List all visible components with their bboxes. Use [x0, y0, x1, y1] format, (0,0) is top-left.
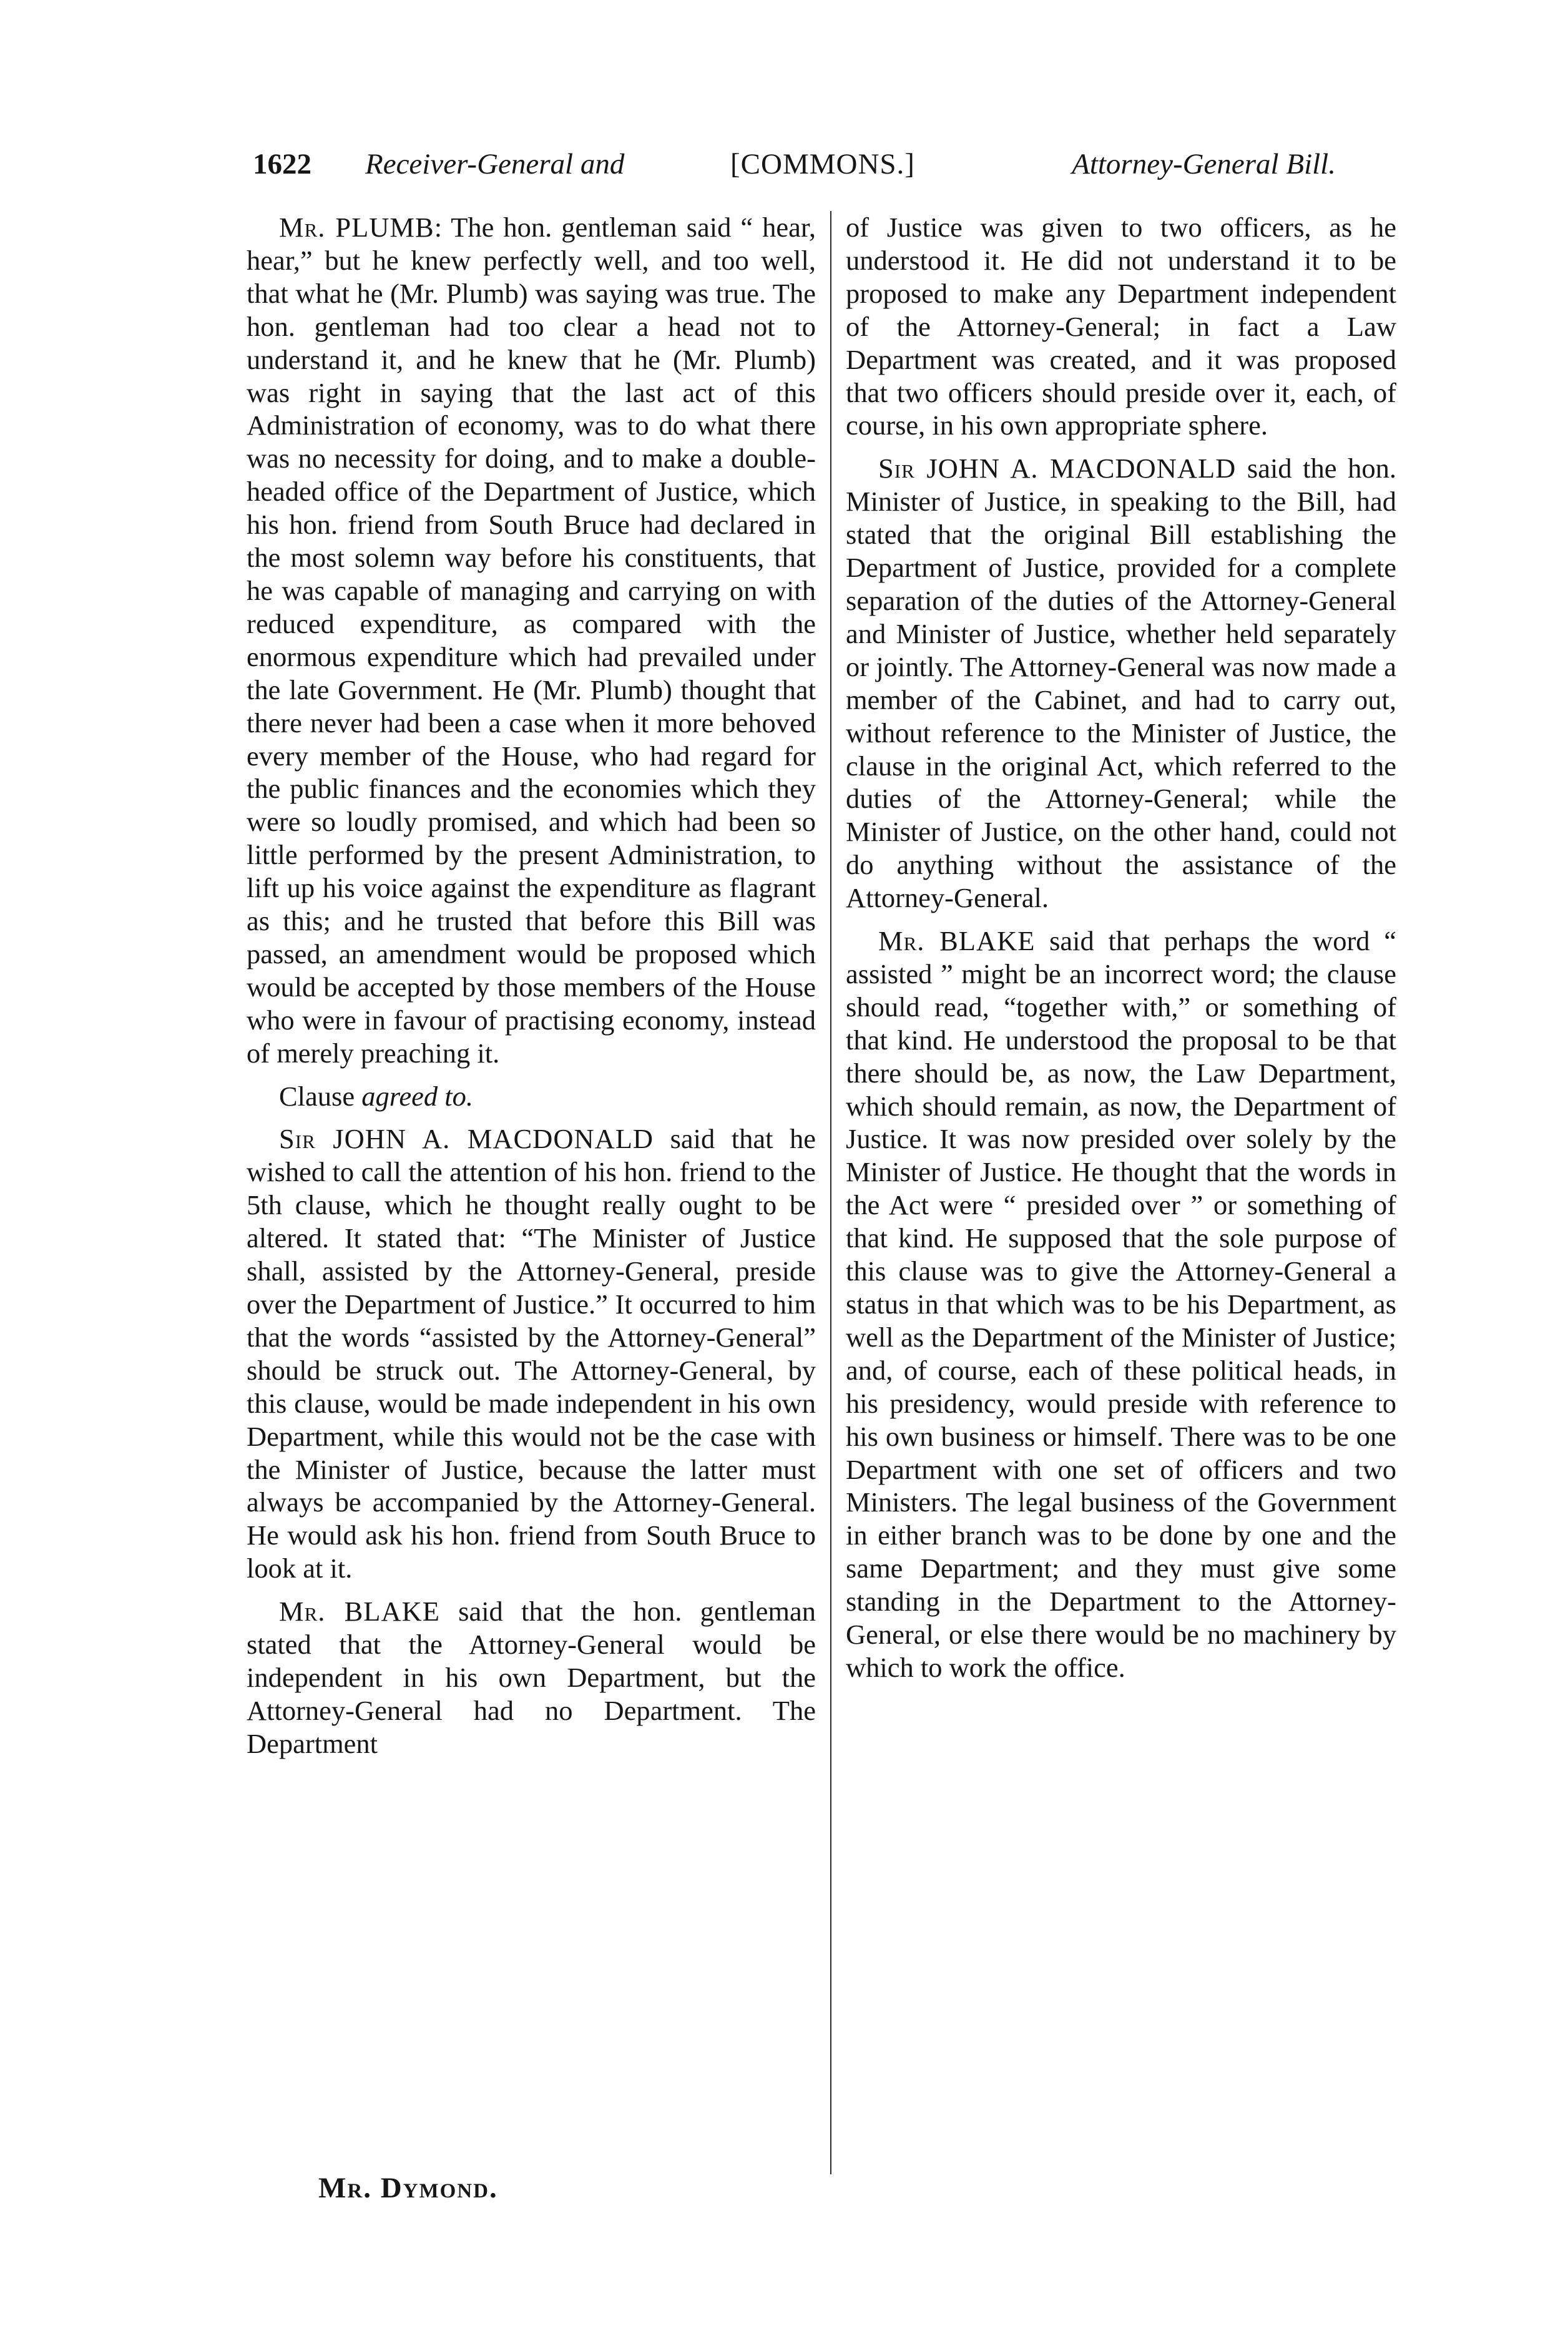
- speech-text: of Justice was given to two officers, as he understood it. He did not understand it to be proposed to make any Department independent of the Attorney-General; in fact a Law Department was created, and it was proposed that two officers should preside over it, each, of course, in his own appropriate sphere.: [846, 212, 1396, 441]
- speech-paragraph: [247, 211, 816, 1070]
- speaker-name: Mr. BLAKE: [279, 1596, 440, 1627]
- motion-prefix: Clause: [279, 1080, 362, 1112]
- speech-text: said that perhaps the word “ assisted ” might be an incorrect word; the clause should read, “together with,” or something of that kind. He understood the proposal to be that there should be, as now, the Law Department, which should remain, as now, the Department of Justice. It was now presided over solely by the Minister of Justice. He thought that the words in the Act were “ presided over ” or something of that kind. He supposed that the sole purpose of this clause was to give the Attorney-General a status in that which was to be his Department, as well as the Department of the Minister of Justice; and, of course, each of these political heads, in his presidency, would preside with reference to his own business or himself. There was to be one Department with one set of officers and two Ministers. The legal business of the Government in either branch was to be done by one and the same Department; and they must give some standing in the Department to the Attorney-General, or else there would be no machinery by which to work the office.: [846, 925, 1396, 1683]
- running-header: [253, 142, 1336, 186]
- speech-paragraph: [846, 925, 1396, 1684]
- right-column: [846, 211, 1396, 1694]
- column-divider: [830, 211, 831, 2174]
- motion-outcome: agreed to.: [361, 1080, 474, 1112]
- speaker-name: Mr. PLUMB: [279, 212, 434, 243]
- speech-text: said that the hon. gentleman stated that the Attorney-General would be independent in his own Department, but the Attorney-General had no Department. The Department: [247, 1596, 816, 1759]
- page-number: 1622: [253, 148, 311, 180]
- speech-text: said that he wished to call the attention of his hon. friend to the 5th clause, which he thought really ought to be altered. It stated that: “The Minister of Justice shall, assisted by the Attorney-General, preside over the Department of Justice.” It occurred to him that the words “assisted by the Attorney-General” should be struck out. The Attorney-General, by this clause, would be made independent in his own Department, while this would not be the case with the Minister of Justice, because the latter must always be accompanied by the Attorney-General. He would ask his hon. friend from South Bruce to look at it.: [247, 1123, 816, 1584]
- speaker-name: Mr. BLAKE: [878, 925, 1036, 957]
- speech-paragraph: [247, 1595, 816, 1760]
- running-title-right: Attorney-General Bill.: [1072, 148, 1336, 180]
- motion-line: [247, 1080, 816, 1113]
- running-title-center: [COMMONS.]: [730, 148, 915, 180]
- speaker-name: Sir JOHN A. MACDONALD: [878, 453, 1237, 484]
- speech-paragraph: [247, 1122, 816, 1585]
- speech-text: said the hon. Minister of Justice, in speaking to the Bill, had stated that the original Bill establishing the Department of Justice, provided for a complete separation of the duties of the Attorney-General and Minister of Justice, whether held separately or jointly. The Attorney-General was now made a member of the Cabinet, and had to carry out, without reference to the Minister of Justice, the clause in the original Act, which referred to the duties of the Attorney-General; while the Minister of Justice, on the other hand, could not do anything without the assistance of the Attorney-General.: [846, 453, 1396, 914]
- speech-paragraph: [846, 452, 1396, 915]
- speaker-name: Sir JOHN A. MACDONALD: [279, 1123, 654, 1155]
- running-title-left: Receiver-General and: [365, 148, 625, 180]
- speech-continuation: [846, 211, 1396, 442]
- speech-text: : The hon. gentleman said “ hear, hear,” but he knew perfectly well, and too well, that what he (Mr. Plumb) was saying was true. The hon. gentleman had too clear a head not to understand it, and he knew that he (Mr. Plumb) was right in saying that the last act of this Administration of economy, was to do what there was no necessity for doing, and to make a double-headed office of the Department of Justice, which his hon. friend from South Bruce had declared in the most solemn way before his constituents, that he was capable of managing and carrying on with reduced expenditure, as compared with the enormous expenditure which had prevailed under the late Government. He (Mr. Plumb) thought that there never had been a case when it more behoved every member of the House, who had regard for the public finances and the economies which they were so loudly promised, and which had been so little performed by the present Administration, to lift up his voice against the expenditure as flagrant as this; and he trusted that before this Bill was passed, an amendment would be proposed which would be accepted by those members of the House who were in favour of practising economy, instead of merely preaching it.: [247, 212, 816, 1069]
- footer-signature: Mr. Dymond.: [318, 2172, 498, 2204]
- left-column: [247, 211, 816, 1770]
